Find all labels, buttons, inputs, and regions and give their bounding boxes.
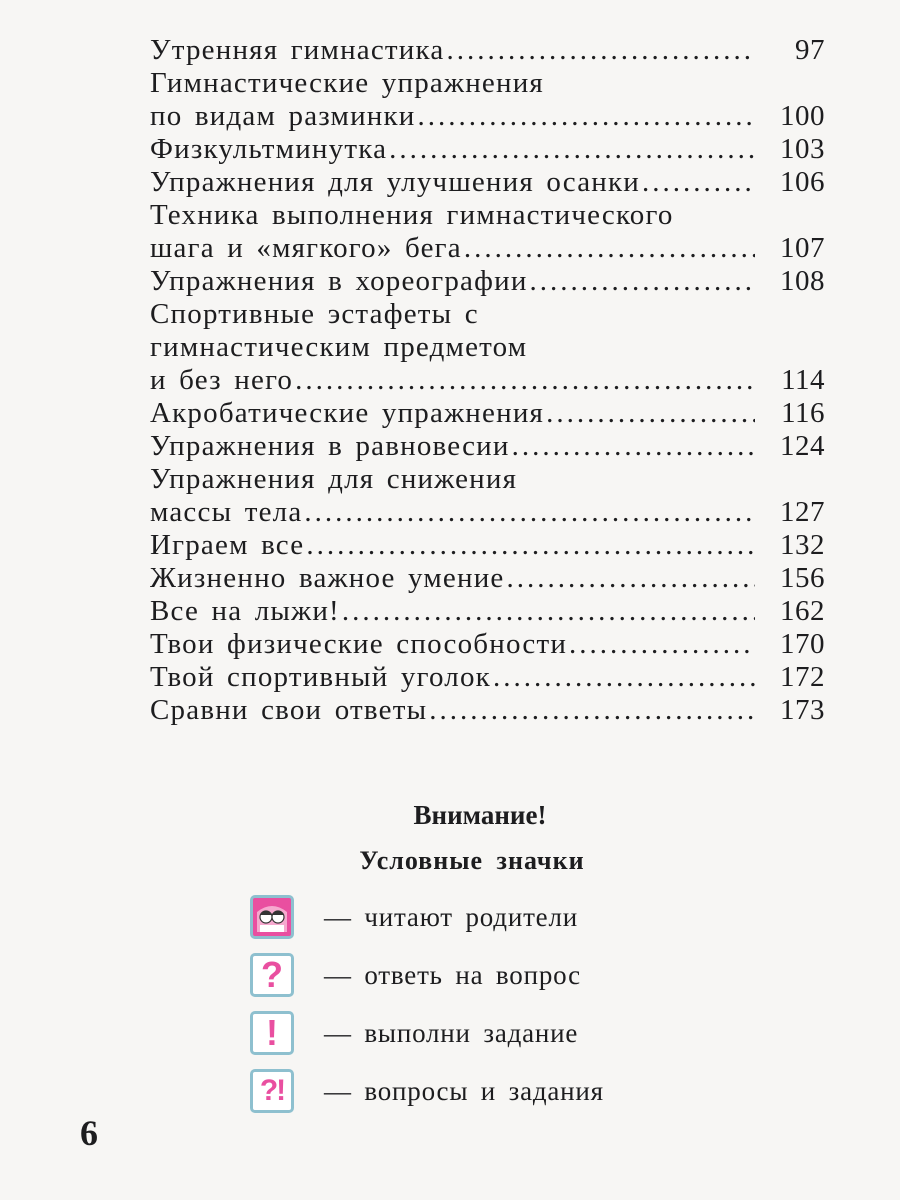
toc-entry-title: Физкультминутка	[150, 133, 388, 165]
toc-page-number: 114	[781, 364, 825, 396]
toc-entry-title: Гимнастические упражнения	[150, 67, 544, 99]
toc-entry	[150, 529, 825, 562]
legend-item	[250, 1062, 604, 1120]
icon-legend	[250, 888, 604, 1120]
legend-text: — читают родители	[324, 901, 578, 932]
toc-entry-title: Утренняя гимнастика	[150, 34, 445, 66]
toc-entry-title: по видам разминки	[150, 100, 416, 132]
toc-page-number: 116	[781, 397, 825, 429]
toc-page-number: 124	[780, 430, 825, 462]
toc-entry-title: Упражнения для улучшения осанки	[150, 166, 641, 198]
toc-entry	[150, 199, 825, 265]
toc-page-number: 106	[780, 166, 825, 198]
toc-entry-title: массы тела	[150, 496, 303, 528]
toc-line	[150, 166, 825, 199]
dot-leader	[304, 496, 755, 529]
dot-leader	[569, 628, 755, 661]
toc-page-number: 156	[780, 562, 825, 594]
legend-item	[250, 888, 604, 946]
toc-line	[150, 694, 825, 727]
dot-leader	[546, 397, 755, 430]
toc-line	[150, 463, 825, 496]
toc-page-number: 108	[780, 265, 825, 297]
parents-icon	[250, 895, 294, 939]
toc-line	[150, 529, 825, 562]
dot-leader	[429, 694, 755, 727]
dot-leader	[507, 562, 755, 595]
toc-entry-title: Акробатические упражнения	[150, 397, 545, 429]
toc-line	[150, 232, 825, 265]
toc-entry	[150, 595, 825, 628]
dot-leader	[342, 595, 755, 628]
toc-entry-title: шага и «мягкого» бега	[150, 232, 462, 264]
question-exclamation-icon	[250, 1069, 294, 1113]
dot-leader	[418, 100, 755, 133]
dot-leader	[464, 232, 755, 265]
toc-entry	[150, 34, 825, 67]
toc-entry-title: Упражнения для снижения	[150, 463, 518, 495]
toc-line	[150, 496, 825, 529]
toc-line	[150, 331, 825, 364]
toc-entry	[150, 67, 825, 133]
dot-leader	[295, 364, 755, 397]
toc-entry	[150, 166, 825, 199]
table-of-contents	[150, 34, 825, 727]
toc-page-number: 170	[780, 628, 825, 660]
notice-subtitle: Условные значки	[359, 846, 585, 875]
toc-line	[150, 100, 825, 133]
toc-entry	[150, 397, 825, 430]
toc-page-number: 162	[780, 595, 825, 627]
toc-entry	[150, 661, 825, 694]
toc-entry	[150, 628, 825, 661]
toc-line	[150, 595, 825, 628]
toc-line	[150, 298, 825, 331]
icon-symbol: ?	[261, 954, 283, 995]
toc-entry-title: Твои физические способности	[150, 628, 568, 660]
toc-line	[150, 430, 825, 463]
dot-leader	[512, 430, 755, 463]
notice-title: Внимание!	[413, 800, 547, 830]
toc-entry-title: Спортивные эстафеты с	[150, 298, 479, 330]
toc-page-number: 132	[780, 529, 825, 561]
toc-page-number: 103	[780, 133, 825, 165]
toc-entry-title: Техника выполнения гимнастического	[150, 199, 674, 231]
toc-entry-title: Сравни свои ответы	[150, 694, 428, 726]
toc-entry-title: Играем все	[150, 529, 305, 561]
toc-page-number: 172	[780, 661, 825, 693]
toc-page-number: 173	[780, 694, 825, 726]
legend-item	[250, 946, 604, 1004]
toc-entry	[150, 265, 825, 298]
toc-page-number: 107	[780, 232, 825, 264]
toc-page-number: 97	[795, 34, 825, 66]
dot-leader	[389, 133, 755, 166]
toc-line	[150, 397, 825, 430]
icon-symbol: !	[266, 1012, 278, 1053]
toc-entry	[150, 133, 825, 166]
dot-leader	[446, 34, 755, 67]
toc-entry	[150, 463, 825, 529]
toc-line	[150, 199, 825, 232]
dot-leader	[493, 661, 755, 694]
toc-entry-title: Все на лыжи!	[150, 595, 340, 627]
toc-entry	[150, 562, 825, 595]
toc-entry-title: Упражнения в равновесии	[150, 430, 510, 462]
toc-entry	[150, 694, 825, 727]
icon-symbol: ?!	[259, 1074, 285, 1107]
toc-line	[150, 628, 825, 661]
toc-entry-title: и без него	[150, 364, 294, 396]
toc-entry-title: Жизненно важное умение	[150, 562, 505, 594]
toc-entry-title: Упражнения в хореографии	[150, 265, 528, 297]
legend-text: — ответь на вопрос	[324, 959, 581, 990]
page-number: 6	[80, 1113, 98, 1153]
exclamation-icon	[250, 1011, 294, 1055]
toc-line	[150, 364, 825, 397]
toc-entry-title: Твой спортивный уголок	[150, 661, 491, 693]
legend-item	[250, 1004, 604, 1062]
toc-line	[150, 67, 825, 100]
dot-leader	[530, 265, 755, 298]
toc-line	[150, 133, 825, 166]
toc-entry	[150, 430, 825, 463]
toc-entry	[150, 298, 825, 397]
toc-line	[150, 34, 825, 67]
legend-text: — выполни задание	[324, 1017, 579, 1048]
dot-leader	[306, 529, 755, 562]
toc-line	[150, 661, 825, 694]
question-icon	[250, 953, 294, 997]
toc-entry-title: гимнастическим предметом	[150, 331, 528, 363]
toc-page-number: 127	[780, 496, 825, 528]
toc-page-number: 100	[780, 100, 825, 132]
toc-line	[150, 562, 825, 595]
toc-line	[150, 265, 825, 298]
legend-text: — вопросы и задания	[324, 1075, 604, 1106]
dot-leader	[642, 166, 755, 199]
